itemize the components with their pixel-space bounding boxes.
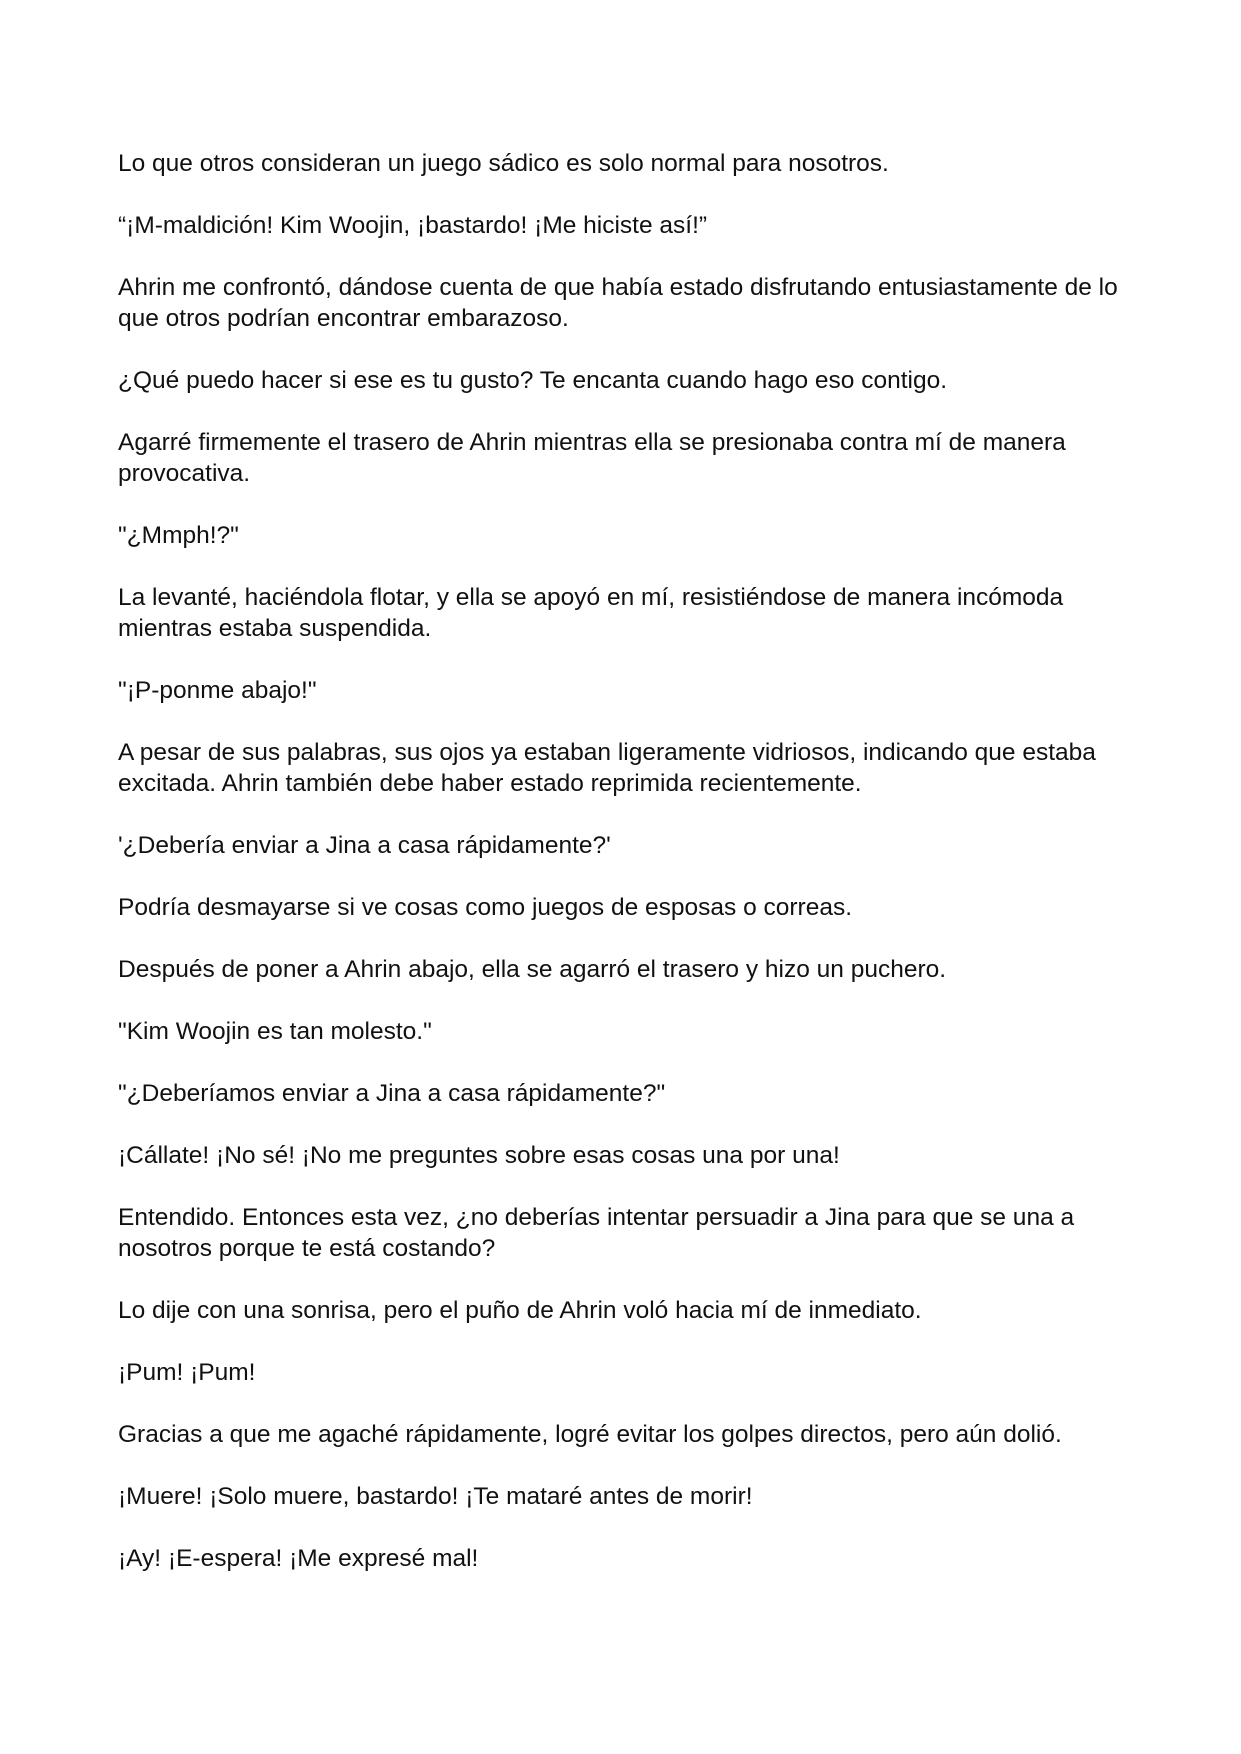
paragraph: Gracias a que me agaché rápidamente, logré evitar los golpes directos, pero aún dolió. bbox=[118, 1421, 1062, 1448]
paragraph: Ahrin me confrontó, dándose cuenta de que había estado disfrutando entusiastamente de lo que otros podrían encontrar embarazoso. bbox=[118, 274, 1118, 332]
paragraph: Después de poner a Ahrin abajo, ella se agarró el trasero y hizo un puchero. bbox=[118, 956, 947, 983]
paragraph: "Kim Woojin es tan molesto." bbox=[118, 1018, 432, 1045]
paragraph: "¿Deberíamos enviar a Jina a casa rápidamente?" bbox=[118, 1080, 666, 1107]
paragraph: Entendido. Entonces esta vez, ¿no deberías intentar persuadir a Jina para que se una a nosotros porque te está costando? bbox=[118, 1204, 1075, 1262]
paragraph: La levanté, haciéndola flotar, y ella se apoyó en mí, resistiéndose de manera incómoda mientras estaba suspendida. bbox=[118, 584, 1064, 642]
paragraph: ¡Cállate! ¡No sé! ¡No me preguntes sobre esas cosas una por una! bbox=[118, 1142, 840, 1169]
paragraph: ¡Pum! ¡Pum! bbox=[118, 1359, 256, 1386]
paragraph: ¡Ay! ¡E-espera! ¡Me expresé mal! bbox=[118, 1545, 479, 1572]
paragraph: "¿Mmph!?" bbox=[118, 522, 239, 549]
paragraph: "¡P-ponme abajo!" bbox=[118, 677, 317, 704]
document-body bbox=[118, 148, 1128, 1605]
paragraph: Lo dije con una sonrisa, pero el puño de Ahrin voló hacia mí de inmediato. bbox=[118, 1297, 922, 1324]
paragraph: Agarré firmemente el trasero de Ahrin mientras ella se presionaba contra mí de manera provocativa. bbox=[118, 429, 1066, 487]
paragraph: A pesar de sus palabras, sus ojos ya estaban ligeramente vidriosos, indicando que estaba excitada. Ahrin también debe haber estado reprimida recientemente. bbox=[118, 739, 1096, 797]
paragraph: Podría desmayarse si ve cosas como juegos de esposas o correas. bbox=[118, 894, 853, 921]
paragraph: Lo que otros consideran un juego sádico es solo normal para nosotros. bbox=[118, 150, 889, 177]
paragraph: ¡Muere! ¡Solo muere, bastardo! ¡Te mataré antes de morir! bbox=[118, 1483, 753, 1510]
paragraph: “¡M-maldición! Kim Woojin, ¡bastardo! ¡Me hiciste así!” bbox=[118, 212, 708, 239]
paragraph: ¿Qué puedo hacer si ese es tu gusto? Te encanta cuando hago eso contigo. bbox=[118, 367, 948, 394]
paragraph: '¿Debería enviar a Jina a casa rápidamente?' bbox=[118, 832, 611, 859]
